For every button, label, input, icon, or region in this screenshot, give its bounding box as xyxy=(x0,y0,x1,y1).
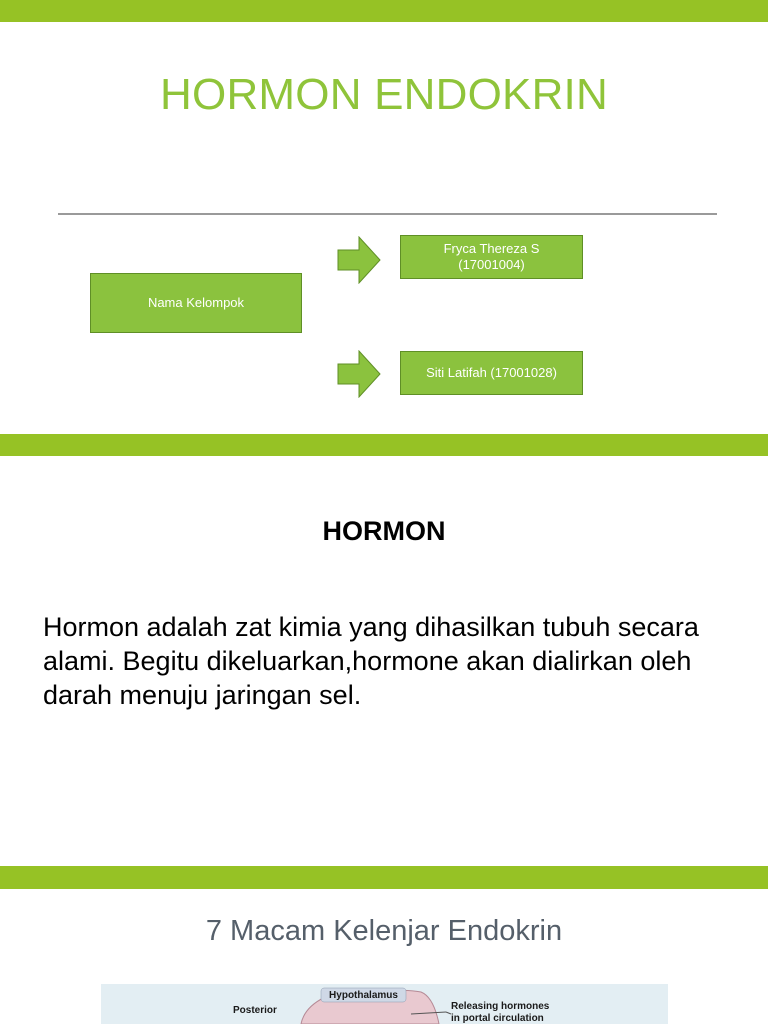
top-accent-bar xyxy=(0,0,768,22)
slide-2-accent-bar xyxy=(0,434,768,456)
member-box-1 xyxy=(400,235,583,279)
slide-2 xyxy=(0,456,768,866)
slide-2-body-text: Hormon adalah zat kimia yang dihasilkan tubuh secara alami. Begitu dikeluarkan,hormone akan dialirkan oleh darah menuju jaringan sel. xyxy=(43,612,699,710)
arrow-right-icon xyxy=(337,236,381,284)
releasing-label-line2: in portal circulation xyxy=(451,1013,544,1024)
releasing-label-line1: Releasing hormones xyxy=(451,1001,550,1012)
member-box-2 xyxy=(400,351,583,395)
slide-2-heading: HORMON xyxy=(322,516,446,546)
slide-3-heading: 7 Macam Kelenjar Endokrin xyxy=(205,915,563,947)
group-label-box xyxy=(90,273,302,333)
slide-3-accent-bar xyxy=(0,866,768,889)
slide-title: HORMON ENDOKRIN xyxy=(160,70,608,119)
member-1-name: Fryca Thereza S xyxy=(443,241,540,256)
group-label: Nama Kelompok xyxy=(147,295,245,310)
posterior-label: Posterior xyxy=(233,1005,277,1016)
hypothalamus-label: Hypothalamus xyxy=(329,990,398,1001)
endocrine-diagram xyxy=(101,984,668,1024)
slide-1 xyxy=(0,22,768,434)
title-divider xyxy=(58,213,717,215)
arrow-right-icon xyxy=(337,350,381,398)
slide-3 xyxy=(0,889,768,1024)
member-2-name: Siti Latifah (17001028) xyxy=(426,365,557,380)
member-1-id: (17001004) xyxy=(458,257,525,272)
